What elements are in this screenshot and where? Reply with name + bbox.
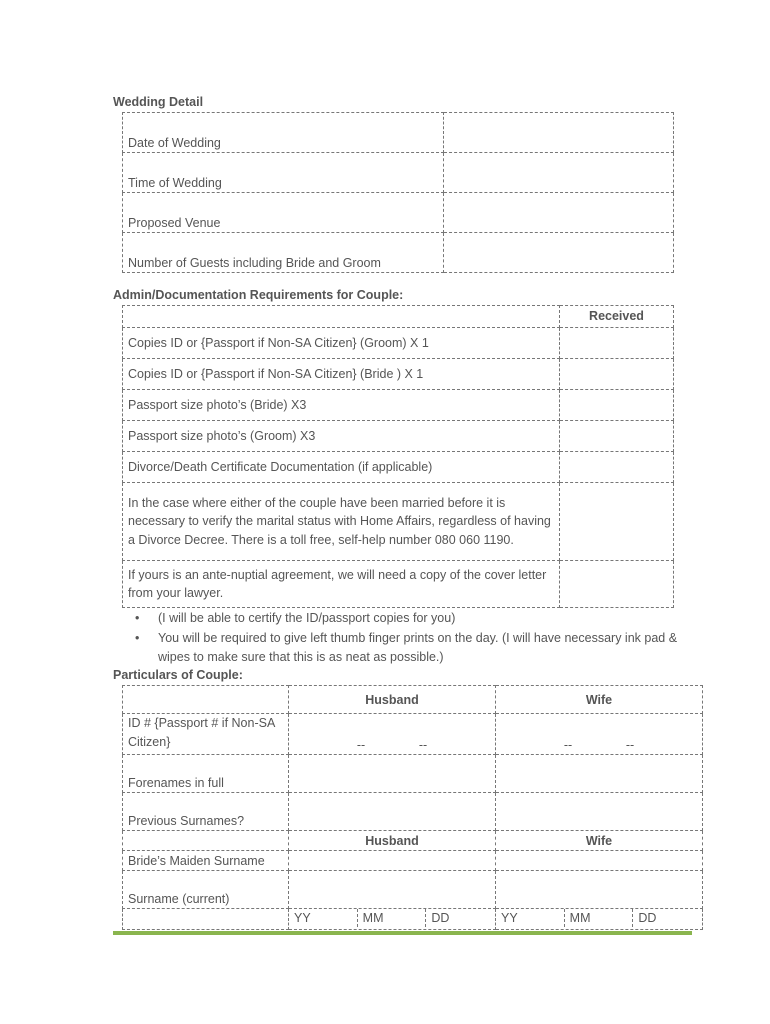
table-row bbox=[123, 909, 703, 930]
table-row bbox=[123, 153, 674, 193]
wife-id-cell[interactable] bbox=[496, 714, 703, 755]
wife-maiden-surname-cell[interactable] bbox=[496, 851, 703, 871]
table-header-row bbox=[123, 306, 674, 328]
row-label: Date of Wedding bbox=[123, 113, 444, 153]
husband-previous-surnames-cell[interactable] bbox=[289, 793, 496, 831]
empty-header-cell bbox=[123, 686, 289, 714]
surname-current-label: Surname (current) bbox=[123, 871, 289, 909]
dash-separator: -- bbox=[625, 738, 635, 752]
requirement-label: Passport size photo’s (Bride) X3 bbox=[123, 390, 560, 421]
received-cell[interactable] bbox=[560, 359, 674, 390]
husband-id-cell[interactable] bbox=[289, 714, 496, 755]
wife-forenames-cell[interactable] bbox=[496, 755, 703, 793]
list-item bbox=[113, 629, 693, 668]
particulars-table bbox=[122, 685, 703, 930]
value-cell[interactable] bbox=[444, 113, 674, 153]
forenames-label: Forenames in full bbox=[123, 755, 289, 793]
admin-heading: Admin/Documentation Requirements for Couple: bbox=[113, 288, 404, 302]
empty-header-cell bbox=[123, 831, 289, 851]
table-row bbox=[123, 851, 703, 871]
empty-cell bbox=[123, 909, 289, 930]
table-row bbox=[123, 452, 674, 483]
table-row bbox=[123, 113, 674, 153]
wife-date-cell[interactable] bbox=[496, 909, 703, 930]
requirement-label: Divorce/Death Certificate Documentation (if applicable) bbox=[123, 452, 560, 483]
particulars-heading: Particulars of Couple: bbox=[113, 668, 243, 682]
bullet-icon: • bbox=[135, 611, 140, 625]
dash-separator: -- bbox=[356, 738, 366, 752]
table-row bbox=[123, 483, 674, 561]
table-row bbox=[123, 328, 674, 359]
received-cell[interactable] bbox=[560, 328, 674, 359]
date-day[interactable]: DD bbox=[431, 911, 450, 925]
received-cell[interactable] bbox=[560, 421, 674, 452]
table-row bbox=[123, 421, 674, 452]
wife-header: Wife bbox=[496, 831, 703, 851]
husband-surname-cell[interactable] bbox=[289, 871, 496, 909]
date-year[interactable]: YY bbox=[289, 909, 358, 927]
previous-surnames-label: Previous Surnames? bbox=[123, 793, 289, 831]
received-cell[interactable] bbox=[560, 561, 674, 608]
notes-list bbox=[113, 609, 693, 668]
wife-surname-cell[interactable] bbox=[496, 871, 703, 909]
list-item bbox=[113, 609, 693, 629]
table-row bbox=[123, 714, 703, 755]
row-label: Number of Guests including Bride and Groom bbox=[123, 233, 444, 273]
value-cell[interactable] bbox=[444, 193, 674, 233]
requirement-label: Copies ID or {Passport if Non-SA Citizen} (Bride ) X 1 bbox=[123, 359, 560, 390]
empty-header-cell bbox=[123, 306, 560, 328]
husband-maiden-surname-cell[interactable] bbox=[289, 851, 496, 871]
date-day[interactable]: DD bbox=[638, 911, 657, 925]
requirement-label: If yours is an ante-nuptial agreement, we will need a copy of the cover letter from your lawyer. bbox=[123, 561, 560, 608]
received-header: Received bbox=[560, 306, 674, 328]
husband-forenames-cell[interactable] bbox=[289, 755, 496, 793]
table-row bbox=[123, 390, 674, 421]
table-row bbox=[123, 755, 703, 793]
wedding-detail-heading: Wedding Detail bbox=[113, 95, 204, 109]
table-header-row bbox=[123, 686, 703, 714]
value-cell[interactable] bbox=[444, 233, 674, 273]
wife-header: Wife bbox=[496, 686, 703, 714]
dash-separator: -- bbox=[418, 738, 428, 752]
dash-separator: -- bbox=[563, 738, 573, 752]
table-row bbox=[123, 359, 674, 390]
admin-table bbox=[122, 305, 674, 608]
value-cell[interactable] bbox=[444, 153, 674, 193]
id-label: ID # {Passport # if Non-SA Citizen} bbox=[123, 714, 289, 755]
table-row bbox=[123, 793, 703, 831]
requirement-label: Copies ID or {Passport if Non-SA Citizen} (Groom) X 1 bbox=[123, 328, 560, 359]
date-month[interactable]: MM bbox=[358, 909, 427, 927]
date-month[interactable]: MM bbox=[565, 909, 634, 927]
bullet-icon: • bbox=[135, 630, 140, 645]
received-cell[interactable] bbox=[560, 483, 674, 561]
wife-previous-surnames-cell[interactable] bbox=[496, 793, 703, 831]
requirement-label: In the case where either of the couple have been married before it is necessary to verify the marital status with Home Affairs, regardless of having a Divorce Decree. There is a toll free, self-help number 080 060 1190. bbox=[123, 483, 560, 561]
husband-date-cell[interactable] bbox=[289, 909, 496, 930]
table-row bbox=[123, 233, 674, 273]
table-row bbox=[123, 193, 674, 233]
note-text: You will be required to give left thumb finger prints on the day. (I will have necessary ink pad & wipes to make sure that this is as neat as possible.) bbox=[158, 630, 678, 664]
row-label: Time of Wedding bbox=[123, 153, 444, 193]
table-row bbox=[123, 871, 703, 909]
received-cell[interactable] bbox=[560, 452, 674, 483]
note-text: (I will be able to certify the ID/passport copies for you) bbox=[158, 611, 456, 625]
received-cell[interactable] bbox=[560, 390, 674, 421]
footer-divider bbox=[113, 931, 692, 935]
date-year[interactable]: YY bbox=[496, 909, 565, 927]
husband-header: Husband bbox=[289, 831, 496, 851]
row-label: Proposed Venue bbox=[123, 193, 444, 233]
husband-header: Husband bbox=[289, 686, 496, 714]
maiden-surname-label: Bride’s Maiden Surname bbox=[123, 851, 289, 871]
table-row bbox=[123, 561, 674, 608]
wedding-detail-table bbox=[122, 112, 674, 273]
table-header-row bbox=[123, 831, 703, 851]
requirement-label: Passport size photo’s (Groom) X3 bbox=[123, 421, 560, 452]
